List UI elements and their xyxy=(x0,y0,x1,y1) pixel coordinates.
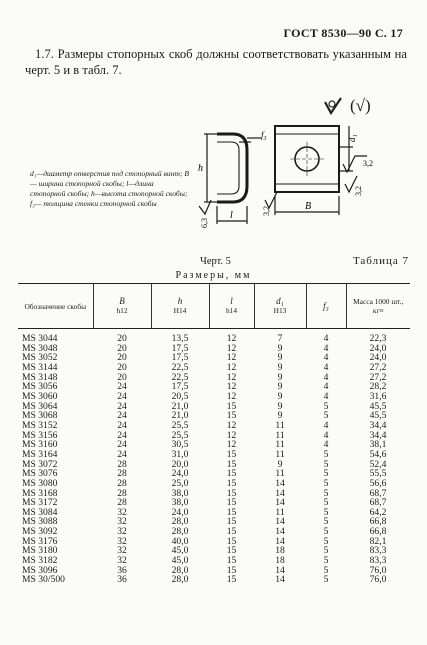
table-cell: 9 xyxy=(277,352,283,364)
table-cell: 14 xyxy=(275,497,285,509)
table-cell: 25,0 xyxy=(171,477,189,489)
table-cell: 15 xyxy=(226,468,237,480)
table-cell: 4 xyxy=(323,352,329,364)
table-cell: 21,0 xyxy=(171,400,189,412)
table-cell: 22,5 xyxy=(171,371,189,383)
table-cell: 11 xyxy=(275,419,285,431)
table-cell: MS 3152 xyxy=(22,419,58,431)
table-cell: MS 3172 xyxy=(22,497,58,509)
col-h: h H14 xyxy=(151,284,209,329)
table-cell: 38,0 xyxy=(171,487,189,499)
table-cell: 15 xyxy=(226,526,237,538)
table-cell: 76,0 xyxy=(369,564,387,576)
table-cell: 20 xyxy=(117,333,127,344)
table-cell: 38,1 xyxy=(369,439,387,451)
table-row xyxy=(18,460,410,470)
table-row xyxy=(18,508,410,518)
table-cell: 14 xyxy=(275,516,285,528)
table-cell: 5 xyxy=(323,516,329,528)
table-cell: 15 xyxy=(226,506,237,518)
table-cell: MS 3084 xyxy=(22,506,58,518)
table-cell: 17,5 xyxy=(171,352,189,364)
table-cell: 14 xyxy=(275,564,285,576)
table-cell: 5 xyxy=(323,564,329,576)
table-cell: 27,2 xyxy=(369,361,387,373)
table-cell: 24 xyxy=(117,410,127,422)
table-cell: 24 xyxy=(117,439,127,451)
table-cell: 15 xyxy=(226,458,237,470)
table-cell: 22,5 xyxy=(171,361,189,373)
table-row xyxy=(18,527,410,537)
table-cell: 15 xyxy=(226,574,237,586)
table-cell: 20 xyxy=(117,361,127,373)
table-cell: 15 xyxy=(226,448,237,460)
table-row xyxy=(18,479,410,489)
table-cell: 9 xyxy=(277,410,283,422)
table-cell: 20 xyxy=(117,342,127,354)
col-f3: f₃ xyxy=(306,284,346,329)
label-f3: f₃ xyxy=(261,130,267,140)
table-cell: MS 3064 xyxy=(22,400,58,412)
table-cell: 28 xyxy=(117,487,127,499)
table-cell: 14 xyxy=(275,574,285,586)
table-cell: 55,5 xyxy=(369,468,387,480)
table-row xyxy=(18,440,410,450)
table-cell: 56,6 xyxy=(369,477,387,489)
table-cell: 5 xyxy=(323,574,329,586)
table-cell: MS 3182 xyxy=(22,555,58,567)
table-cell: 5 xyxy=(323,458,329,470)
table-cell: 4 xyxy=(323,419,329,431)
col-mass: Масса 1000 шт., кг≈ xyxy=(346,284,410,329)
table-row xyxy=(18,344,410,354)
table-header-row xyxy=(18,284,410,329)
table-row xyxy=(18,469,410,479)
table-cell: MS 3088 xyxy=(22,516,58,528)
table-cell: 4 xyxy=(323,361,329,373)
table-cell: 4 xyxy=(323,439,329,451)
label-d1: d₁ xyxy=(347,134,357,142)
table-cell: 24,0 xyxy=(369,352,387,364)
table-cell: 15 xyxy=(226,564,237,576)
table-cell: MS 3044 xyxy=(22,333,58,344)
table-cell: 12 xyxy=(226,429,237,441)
col-designation: Обозначение скобы xyxy=(18,284,93,329)
table-row xyxy=(18,517,410,527)
table-cell: 21,0 xyxy=(171,410,189,422)
table-cell: 20 xyxy=(117,371,127,383)
label-h: h xyxy=(198,163,203,174)
table-cell: 28 xyxy=(117,468,127,480)
table-cell: 15 xyxy=(226,487,237,499)
page-header: ГОСТ 8530—90 С. 17 xyxy=(283,26,403,40)
table-cell: 76,0 xyxy=(369,574,387,586)
table-cell: 13,5 xyxy=(171,333,189,344)
table-cell: 12 xyxy=(226,390,237,402)
figure-legend: d₁—диаметр отверстия под стопорный винт; B — ширина стопорной скобы; l—длина стопорной скобы; h—высота стопорной скобы; f₃— толщина стенки стопорной скобы xyxy=(30,169,190,208)
table-cell: 14 xyxy=(275,487,285,499)
table-cell: 14 xyxy=(275,526,285,538)
table-cell: 24 xyxy=(117,400,127,412)
table-cell: 5 xyxy=(323,410,329,422)
table-cell: 24 xyxy=(117,390,127,402)
table-cell: 9 xyxy=(277,458,283,470)
table-cell: 15 xyxy=(226,400,237,412)
table-cell: 28,0 xyxy=(171,516,189,528)
table-cell: MS 3060 xyxy=(22,390,58,402)
table-row xyxy=(18,411,410,421)
table-cell: 5 xyxy=(323,535,329,547)
table-cell: 18 xyxy=(275,545,285,557)
col-l: l h14 xyxy=(209,284,254,329)
table-cell: MS 3052 xyxy=(22,352,58,364)
table-cell: 24 xyxy=(117,381,127,393)
table-cell: 5 xyxy=(323,526,329,538)
table-cell: 9 xyxy=(277,342,283,354)
table-cell: 34,4 xyxy=(369,429,387,441)
label-l: l xyxy=(230,210,233,221)
table-cell: 28,0 xyxy=(171,574,189,586)
table-cell: 15 xyxy=(226,555,237,567)
table-cell: 5 xyxy=(323,497,329,509)
table-cell: 68,7 xyxy=(369,497,387,509)
table-cell: 45,5 xyxy=(369,400,387,412)
table-cell: 66,8 xyxy=(369,516,387,528)
table-cell: 28 xyxy=(117,477,127,489)
table-cell: 7 xyxy=(277,333,283,344)
table-row xyxy=(18,556,410,566)
surface-roughness-bracket: (√) xyxy=(350,96,371,115)
table-cell: 4 xyxy=(323,371,329,383)
table-cell: 20 xyxy=(117,352,127,364)
table-cell: 32 xyxy=(117,535,127,547)
table-cell: 4 xyxy=(323,429,329,441)
table-row xyxy=(18,575,410,585)
table-row xyxy=(18,566,410,576)
table-cell: 15 xyxy=(226,410,237,422)
table-row xyxy=(18,392,410,402)
table-cell: MS 3176 xyxy=(22,535,58,547)
table-cell: 5 xyxy=(323,545,329,557)
table-cell: 24 xyxy=(117,448,127,460)
table-cell: 24,0 xyxy=(171,506,189,518)
figure-caption: Черт. 5 xyxy=(200,256,231,267)
table-row xyxy=(18,431,410,441)
table-row xyxy=(18,489,410,499)
label-roughness-3-2-c: 3,2 xyxy=(354,186,363,196)
table-cell: MS 3180 xyxy=(22,545,58,557)
table-cell: 45,0 xyxy=(171,555,189,567)
table-cell: 11 xyxy=(275,429,285,441)
table-cell: 15 xyxy=(226,516,237,528)
table-cell: MS 3056 xyxy=(22,381,58,393)
table-cell: 38,0 xyxy=(171,497,189,509)
table-cell: 54,6 xyxy=(369,448,387,460)
table-cell: 12 xyxy=(226,352,237,364)
table-row xyxy=(18,402,410,412)
table-cell: 27,2 xyxy=(369,371,387,383)
table-row xyxy=(18,450,410,460)
table-cell: 12 xyxy=(226,439,237,451)
table-cell: 9 xyxy=(277,400,283,412)
table-cell: MS 3068 xyxy=(22,410,58,422)
table-row xyxy=(18,373,410,383)
table-cell: MS 3144 xyxy=(22,361,58,373)
table-cell: 5 xyxy=(323,487,329,499)
label-roughness-3-2-b: 3,2 xyxy=(262,206,271,216)
table-cell: 11 xyxy=(275,439,285,451)
section-paragraph: 1.7. Размеры стопорных скоб должны соответствовать указанным на черт. 5 и в табл. 7. xyxy=(25,47,407,77)
table-cell: 83,3 xyxy=(369,545,387,557)
label-B: B xyxy=(305,201,312,212)
table-cell: MS 3092 xyxy=(22,526,58,538)
col-B: B h12 xyxy=(93,284,151,329)
table-cell: 32 xyxy=(117,506,127,518)
label-roughness-3-2-a: 3,2 xyxy=(363,159,373,168)
table-cell: 12 xyxy=(226,419,237,431)
table-cell: MS 3048 xyxy=(22,342,58,354)
table-cell: 5 xyxy=(323,400,329,412)
table-cell: 17,5 xyxy=(171,381,189,393)
table-cell: 18 xyxy=(275,555,285,567)
table-cell: 28,0 xyxy=(171,526,189,538)
table-cell: 28,0 xyxy=(171,564,189,576)
table-cell: 12 xyxy=(226,381,237,393)
table-cell: 31,6 xyxy=(369,390,387,402)
table-cell: 25,5 xyxy=(171,419,189,431)
table-cell: MS 3168 xyxy=(22,487,58,499)
table-cell: MS 3148 xyxy=(22,371,58,383)
table-cell: 12 xyxy=(226,361,237,373)
table-cell: 34,4 xyxy=(369,419,387,431)
table-cell: 40,0 xyxy=(171,535,189,547)
dimensions-caption: Размеры, мм xyxy=(175,270,252,281)
table-cell: 4 xyxy=(323,390,329,402)
table-cell: MS 3076 xyxy=(22,468,58,480)
table-cell: 5 xyxy=(323,477,329,489)
drawing-5 xyxy=(195,120,395,240)
table-cell: 28 xyxy=(117,458,127,470)
table-cell: 22,3 xyxy=(369,333,387,344)
table-cell: MS 3164 xyxy=(22,448,58,460)
table-row xyxy=(18,546,410,556)
table-cell: 5 xyxy=(323,448,329,460)
table-cell: 32 xyxy=(117,516,127,528)
table-cell: 4 xyxy=(323,381,329,393)
table-cell: 12 xyxy=(226,371,237,383)
table-cell: 14 xyxy=(275,535,285,547)
table-cell: MS 3080 xyxy=(22,477,58,489)
table-cell: 11 xyxy=(275,468,285,480)
table-cell: 17,5 xyxy=(171,342,189,354)
table-cell: 64,2 xyxy=(369,506,387,518)
table-row xyxy=(18,537,410,547)
table-cell: 28 xyxy=(117,497,127,509)
table-7 xyxy=(18,283,410,585)
table-cell: 9 xyxy=(277,381,283,393)
table-cell: 11 xyxy=(275,448,285,460)
table-cell: 15 xyxy=(226,477,237,489)
table-cell: 20,0 xyxy=(171,458,189,470)
table-cell: 24,0 xyxy=(171,468,189,480)
table-row xyxy=(18,329,410,344)
table-cell: 15 xyxy=(226,497,237,509)
table-cell: 5 xyxy=(323,555,329,567)
table-cell: 12 xyxy=(226,333,237,344)
table-cell: 15 xyxy=(226,545,237,557)
table-cell: 12 xyxy=(226,342,237,354)
table-cell: 4 xyxy=(323,333,329,344)
table-cell: 5 xyxy=(323,506,329,518)
table-cell: 24 xyxy=(117,429,127,441)
table-cell: 24,0 xyxy=(369,342,387,354)
table-cell: 28,2 xyxy=(369,381,387,393)
table-cell: 31,0 xyxy=(171,448,189,460)
table-cell: 82,1 xyxy=(369,535,387,547)
table-cell: 68,7 xyxy=(369,487,387,499)
table-caption: Таблица 7 xyxy=(352,255,409,267)
table-cell: 9 xyxy=(277,371,283,383)
table-cell: 52,4 xyxy=(369,458,387,470)
table-cell: MS 3072 xyxy=(22,458,58,470)
table-row xyxy=(18,363,410,373)
table-row xyxy=(18,421,410,431)
table-cell: 36 xyxy=(117,574,127,586)
table-row xyxy=(18,353,410,363)
table-cell: 32 xyxy=(117,526,127,538)
table-cell: 15 xyxy=(226,535,237,547)
table-row xyxy=(18,382,410,392)
table-cell: 20,5 xyxy=(171,390,189,402)
table-cell: 24 xyxy=(117,419,127,431)
col-d1: d₁ H13 xyxy=(254,284,306,329)
table-cell: MS 3156 xyxy=(22,429,58,441)
table-cell: 9 xyxy=(277,390,283,402)
table-cell: 45,0 xyxy=(171,545,189,557)
table-cell: 25,5 xyxy=(171,429,189,441)
table-cell: 30,5 xyxy=(171,439,189,451)
table-cell: 32 xyxy=(117,545,127,557)
label-roughness-6-3: 6,3 xyxy=(200,218,209,228)
table-cell: 14 xyxy=(275,477,285,489)
table-cell: 5 xyxy=(323,468,329,480)
table-cell: 32 xyxy=(117,555,127,567)
table-cell: 11 xyxy=(275,506,285,518)
table-cell: 4 xyxy=(323,342,329,354)
table-cell: MS 30/500 xyxy=(22,574,65,586)
table-cell: 9 xyxy=(277,361,283,373)
table-cell: MS 3160 xyxy=(22,439,58,451)
table-row xyxy=(18,498,410,508)
table-cell: 83,3 xyxy=(369,555,387,567)
table-cell: 66,8 xyxy=(369,526,387,538)
table-cell: 45,5 xyxy=(369,410,387,422)
table-cell: MS 3096 xyxy=(22,564,58,576)
table-cell: 36 xyxy=(117,564,127,576)
